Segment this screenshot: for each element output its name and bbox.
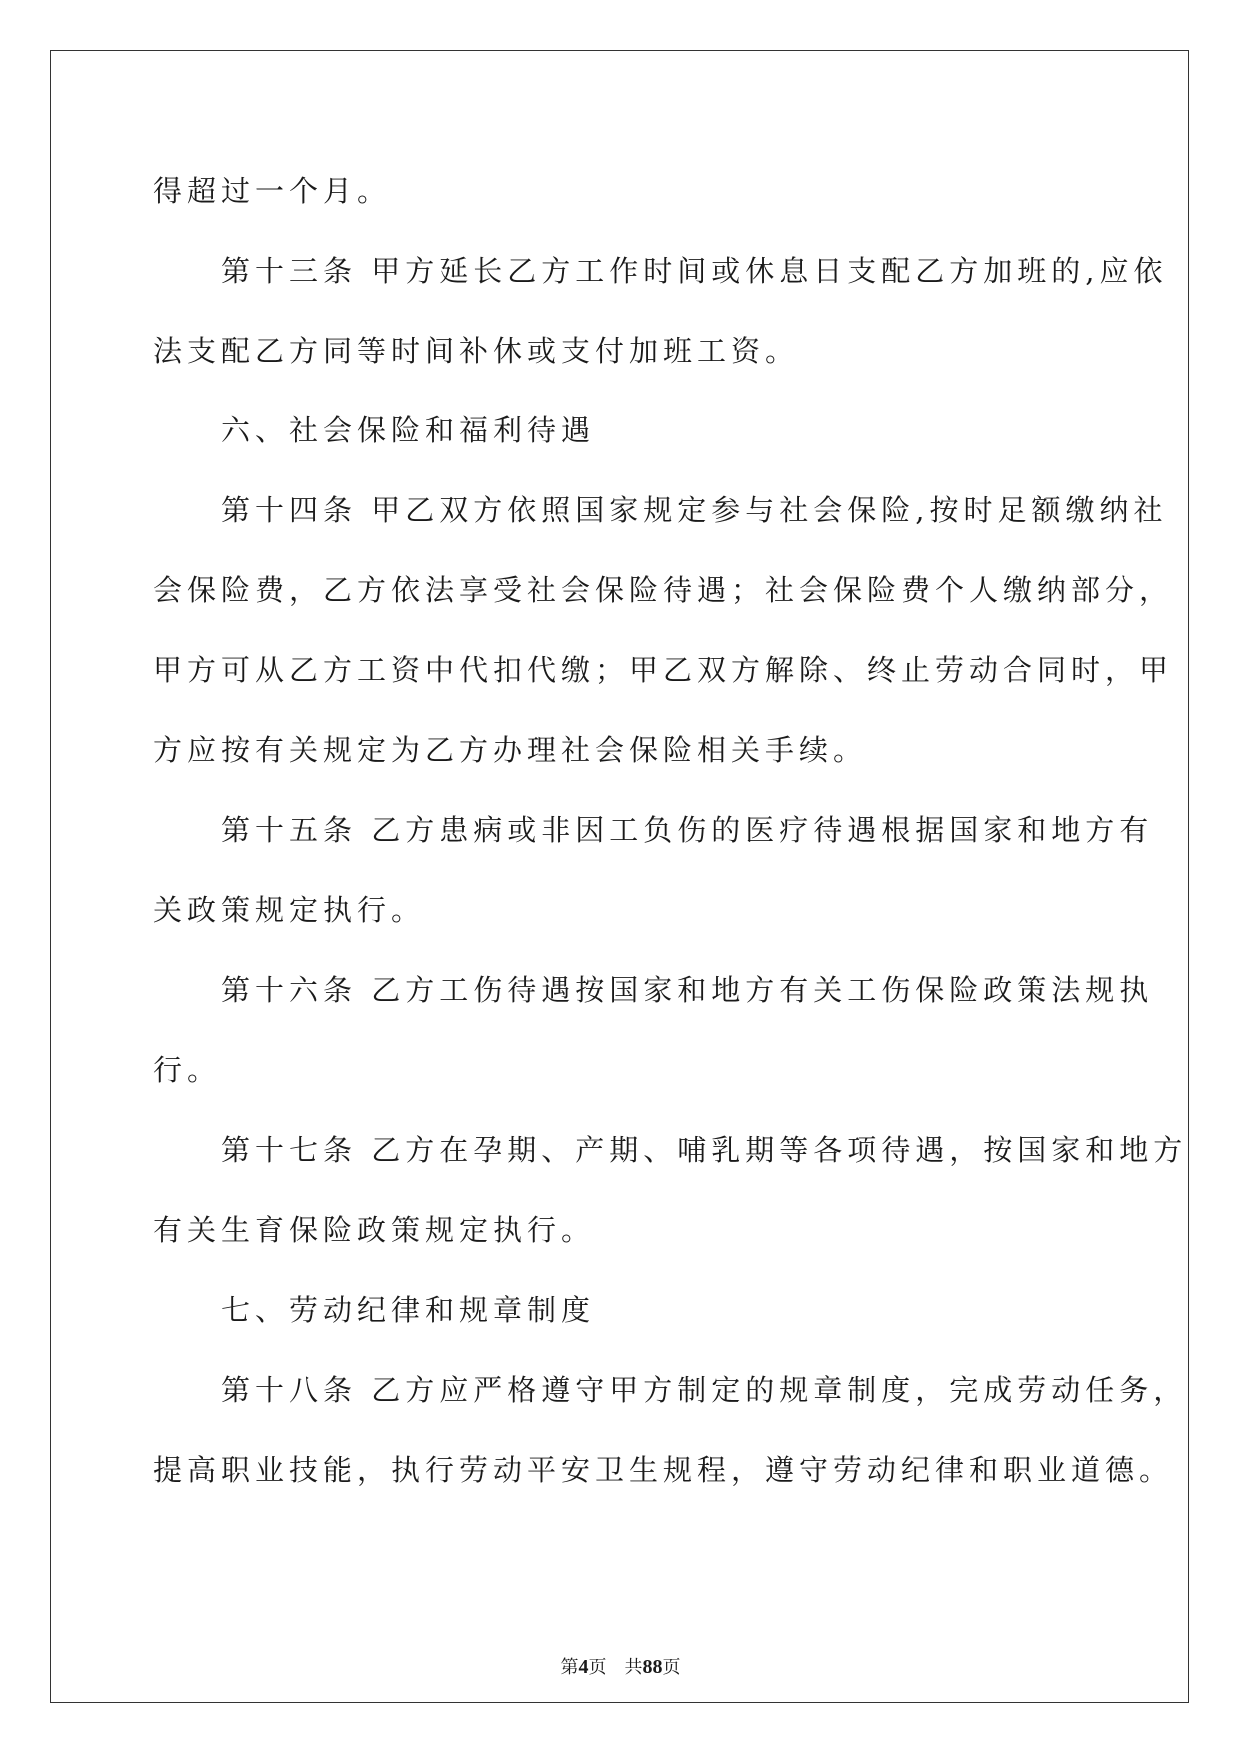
total-page-number: 88 (642, 1656, 663, 1678)
footer-suffix: 页 (662, 1657, 681, 1678)
text-line: 行。 (153, 1053, 222, 1087)
text-line: 第十五条 乙方患病或非因工负伤的医疗待遇根据国家和地方有 (153, 813, 1154, 847)
section-heading: 六、社会保险和福利待遇 (153, 413, 596, 447)
text-line: 第十六条 乙方工伤待遇按国家和地方有关工伤保险政策法规执 (153, 973, 1154, 1007)
footer-prefix: 第 (560, 1657, 579, 1678)
text-line: 法支配乙方同等时间补休或支付加班工资。 (153, 334, 800, 368)
text-line: 有关生育保险政策规定执行。 (153, 1213, 596, 1247)
section-heading: 七、劳动纪律和规章制度 (153, 1293, 596, 1327)
text-line: 得超过一个月。 (153, 174, 392, 208)
footer-middle: 页 共 (588, 1657, 643, 1678)
text-line: 第十七条 乙方在孕期、产期、哺乳期等各项待遇，按国家和地方 (153, 1133, 1188, 1167)
text-line: 方应按有关规定为乙方办理社会保险相关手续。 (153, 733, 868, 767)
text-line: 第十八条 乙方应严格遵守甲方制定的规章制度，完成劳动任务， (153, 1373, 1188, 1407)
text-line: 第十四条 甲乙双方依照国家规定参与社会保险,按时足额缴纳社 (153, 493, 1168, 527)
current-page-number: 4 (578, 1656, 589, 1678)
text-line: 提高职业技能，执行劳动平安卫生规程，遵守劳动纪律和职业道德。 (153, 1453, 1174, 1487)
text-line: 甲方可从乙方工资中代扣代缴；甲乙双方解除、终止劳动合同时，甲 (153, 653, 1174, 687)
text-line: 关政策规定执行。 (153, 893, 426, 927)
text-line: 第十三条 甲方延长乙方工作时间或休息日支配乙方加班的,应依 (153, 254, 1168, 288)
page-footer (0, 1655, 1241, 1680)
text-line: 会保险费，乙方依法享受社会保险待遇；社会保险费个人缴纳部分， (153, 573, 1174, 607)
